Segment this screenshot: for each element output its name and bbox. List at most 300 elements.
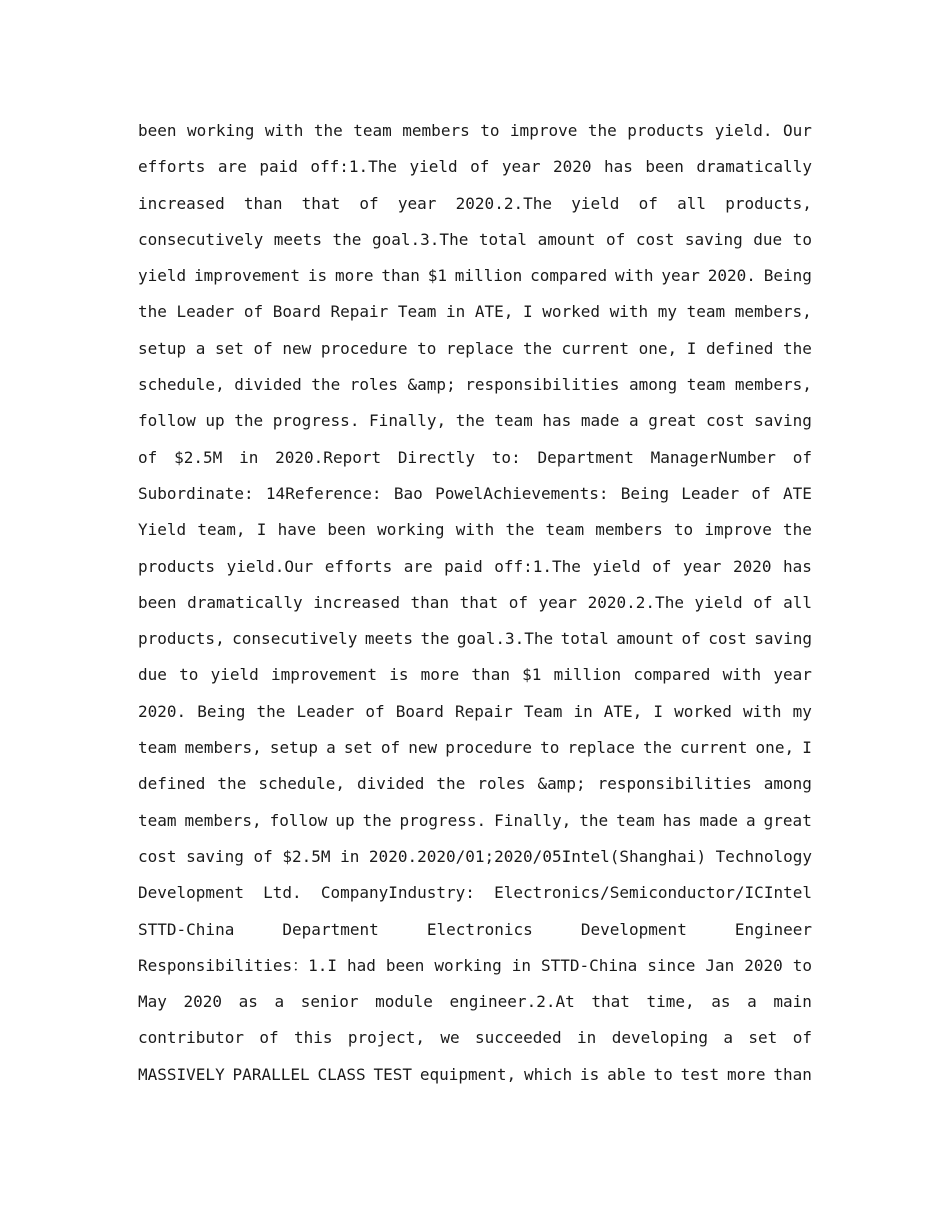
text-line: [138, 621, 812, 657]
text-word: yield.: [714, 121, 773, 140]
text-word: consecutively: [138, 229, 264, 249]
text-line: [138, 694, 812, 730]
body-text: [138, 113, 812, 1093]
text-word: I: [653, 701, 664, 721]
text-word: as: [711, 992, 731, 1012]
text-word: than: [773, 1064, 812, 1084]
text-word: 2020: [183, 992, 223, 1012]
text-word: this: [293, 1028, 333, 1048]
text-word: Department: [282, 919, 379, 939]
text-word: improvement: [194, 266, 300, 286]
text-word: of: [359, 193, 379, 213]
text-word: the: [332, 229, 362, 249]
text-line: [138, 331, 812, 367]
text-word: that: [591, 992, 630, 1012]
text-word: meets: [273, 229, 322, 249]
text-word: Development: [138, 883, 244, 903]
text-word: Board: [395, 701, 444, 721]
text-word: the: [782, 338, 812, 358]
text-word: than: [410, 592, 450, 612]
text-word: the: [217, 774, 247, 794]
text-word: the: [587, 121, 617, 140]
text-word: Team: [397, 302, 437, 322]
text-line: [138, 766, 812, 802]
text-word: to:: [491, 447, 521, 467]
text-word: 2020: [552, 157, 592, 177]
text-word: working: [377, 520, 445, 540]
text-line: [138, 730, 812, 766]
text-word: project,: [347, 1028, 425, 1048]
text-word: of: [253, 846, 273, 866]
text-word: the: [420, 629, 450, 649]
text-word: the: [579, 810, 609, 830]
text-word: succeeded: [474, 1028, 562, 1048]
text-line: [138, 367, 812, 403]
text-word: of: [253, 338, 273, 358]
text-word: has: [542, 411, 572, 431]
text-word: of: [792, 1028, 812, 1048]
text-word: total: [560, 629, 609, 649]
text-word: Board: [272, 302, 321, 322]
text-word: products,: [725, 193, 812, 213]
text-word: in: [239, 447, 259, 467]
text-word: &amp;: [407, 375, 456, 395]
text-word: &amp;: [537, 774, 586, 794]
text-word: equipment,: [419, 1064, 517, 1084]
text-word: of: [380, 738, 401, 758]
text-word: to: [792, 955, 812, 975]
text-word: Jan: [705, 955, 735, 975]
text-word: that: [459, 592, 499, 612]
text-word: developing: [611, 1028, 709, 1048]
text-word: Electronics/Semiconductor/ICIntel: [494, 883, 812, 903]
text-word: is: [389, 665, 409, 685]
text-word: all: [677, 193, 706, 213]
text-word: ManagerNumber: [650, 447, 776, 467]
text-word: the: [523, 338, 552, 358]
text-word: of: [365, 701, 385, 721]
text-line: [138, 912, 812, 948]
text-word: CLASS: [317, 1064, 366, 1084]
text-word: replace: [446, 338, 514, 358]
text-word: in: [340, 846, 360, 866]
text-word: of: [792, 447, 812, 467]
text-word: $2.5M: [174, 447, 223, 467]
text-word: goal.3.The: [372, 229, 469, 249]
text-word: with: [455, 520, 495, 540]
text-line: [138, 149, 812, 185]
text-word: Leader: [176, 302, 235, 322]
text-word: Subordinate:: [138, 483, 254, 503]
text-word: consecutively: [232, 629, 358, 649]
text-word: 2020.Report: [275, 447, 382, 467]
text-word: senior: [300, 992, 359, 1012]
text-word: a: [326, 738, 336, 758]
text-line: [138, 294, 812, 330]
text-word: Ltd.: [263, 883, 302, 903]
text-word: yield: [138, 266, 187, 286]
text-word: 2020.2020/01;2020/05Intel(Shanghai): [368, 846, 707, 866]
text-word: Finally,: [369, 411, 447, 431]
text-word: schedule,: [258, 774, 346, 794]
text-word: efforts: [138, 157, 206, 177]
text-word: roles: [477, 774, 526, 794]
text-word: increased: [313, 592, 400, 612]
text-word: in: [446, 302, 466, 322]
text-word: responsibilities: [597, 774, 752, 794]
text-word: members: [595, 520, 663, 540]
text-word: current: [561, 338, 629, 358]
text-word: products: [627, 121, 705, 140]
text-word: is: [307, 266, 328, 286]
text-word: members,: [184, 810, 262, 830]
text-word: one,: [638, 338, 678, 358]
text-word: to: [417, 338, 437, 358]
text-word: 2020.2.The: [455, 193, 552, 213]
text-word: Bao: [393, 483, 423, 503]
text-word: time,: [646, 992, 695, 1012]
text-word: saving: [684, 229, 743, 249]
text-word: of: [751, 483, 771, 503]
text-word: a: [723, 1028, 734, 1048]
text-word: Electronics: [426, 919, 533, 939]
text-word: with: [722, 665, 762, 685]
text-word: made: [580, 411, 620, 431]
text-word: working: [434, 955, 502, 975]
text-word: a: [746, 810, 756, 830]
text-word: set: [215, 338, 244, 358]
text-word: we: [440, 1028, 460, 1048]
text-word: goal.3.The: [456, 629, 554, 649]
text-word: defined: [705, 338, 774, 358]
text-word: the: [256, 701, 286, 721]
text-word: my: [657, 302, 678, 322]
text-word: MASSIVELY: [138, 1064, 225, 1084]
text-word: of: [753, 592, 773, 612]
text-line: [138, 258, 812, 294]
text-word: a: [628, 411, 639, 431]
text-word: year: [661, 266, 700, 286]
text-word: among: [763, 774, 812, 794]
text-word: due: [138, 665, 167, 685]
text-word: dramatically: [187, 592, 303, 612]
text-line: [138, 839, 812, 875]
text-word: in: [573, 701, 593, 721]
text-word: of: [605, 229, 626, 249]
text-word: Leader: [296, 701, 355, 721]
text-word: improvement: [271, 665, 377, 685]
text-word: PARALLEL: [232, 1064, 310, 1084]
text-word: year: [538, 592, 578, 612]
text-word: May: [138, 992, 167, 1012]
text-word: members: [402, 121, 470, 140]
text-word: a: [747, 992, 757, 1012]
text-word: with: [264, 121, 304, 140]
text-line: [138, 512, 812, 548]
text-word: amount: [616, 629, 675, 649]
text-word: Directly: [397, 447, 475, 467]
text-line: [138, 585, 812, 621]
text-line: [138, 984, 812, 1020]
text-word: $1: [522, 665, 542, 685]
text-word: of: [259, 1028, 279, 1048]
text-word: products,: [138, 629, 225, 649]
text-word: current: [680, 738, 748, 758]
text-word: ATE: [783, 483, 812, 503]
text-word: divided: [234, 375, 302, 395]
text-word: to: [480, 121, 500, 140]
text-word: my: [792, 701, 812, 721]
text-word: than: [243, 193, 283, 213]
text-word: paid: [444, 556, 483, 576]
text-word: progress.: [272, 411, 360, 431]
text-word: team: [545, 520, 585, 540]
text-word: improve: [509, 121, 578, 140]
text-word: yield: [409, 157, 458, 177]
text-word: cost: [635, 229, 675, 249]
text-word: has: [603, 157, 633, 177]
text-word: setup: [269, 738, 318, 758]
text-word: the: [138, 302, 167, 322]
text-word: paid: [259, 157, 298, 177]
text-word: of: [243, 302, 264, 322]
text-word: year: [501, 157, 541, 177]
text-word: improve: [704, 520, 772, 540]
text-word: main: [773, 992, 812, 1012]
text-word: been: [327, 520, 366, 540]
text-word: members,: [184, 738, 262, 758]
text-word: contributor: [138, 1028, 244, 1048]
text-word: meets: [364, 629, 414, 649]
text-word: up: [205, 411, 225, 431]
text-word: team: [494, 411, 533, 431]
text-word: of: [508, 592, 528, 612]
text-word: have: [277, 520, 317, 540]
text-word: ATE,: [603, 701, 643, 721]
text-word: saving: [754, 411, 812, 431]
text-word: is: [580, 1064, 600, 1084]
text-word: of: [470, 157, 490, 177]
text-word: year: [773, 665, 812, 685]
text-word: of: [638, 193, 658, 213]
text-word: million: [553, 665, 622, 685]
text-word: as: [238, 992, 258, 1012]
text-word: new: [408, 738, 438, 758]
text-word: 2020.2.The: [587, 592, 684, 612]
text-word: set: [343, 738, 373, 758]
text-word: off:1.The: [310, 157, 398, 177]
text-word: I: [523, 302, 533, 322]
text-word: test: [680, 1064, 720, 1084]
text-word: million: [454, 266, 523, 286]
text-word: with: [609, 302, 649, 322]
text-word: products: [138, 556, 216, 576]
text-word: due: [753, 229, 783, 249]
text-word: team: [686, 375, 726, 395]
text-word: off:1.The: [494, 556, 581, 576]
text-word: saving: [754, 629, 812, 649]
text-word: up: [335, 810, 355, 830]
text-word: of: [652, 556, 672, 576]
text-word: with: [742, 701, 782, 721]
text-word: $2.5M: [282, 846, 331, 866]
text-word: 2020.: [707, 266, 756, 286]
text-word: TEST: [373, 1064, 412, 1084]
text-word: a: [195, 338, 206, 358]
text-word: all: [783, 592, 812, 612]
text-line: [138, 186, 812, 222]
text-word: the: [362, 810, 392, 830]
text-word: been: [645, 157, 684, 177]
text-line: [138, 948, 812, 984]
text-word: the: [234, 411, 264, 431]
text-word: Leader: [681, 483, 740, 503]
text-word: I: [256, 520, 267, 540]
text-word: STTD-China: [540, 955, 638, 975]
text-word: members,: [734, 302, 812, 322]
text-line: [138, 222, 812, 258]
text-word: cost: [705, 411, 745, 431]
text-word: to: [540, 738, 560, 758]
text-word: able: [607, 1064, 646, 1084]
text-word: the: [436, 774, 466, 794]
text-word: ATE,: [474, 302, 514, 322]
text-word: Being: [620, 483, 669, 503]
text-word: $1: [427, 266, 447, 286]
text-word: follow: [138, 411, 196, 431]
text-word: Yield: [138, 520, 187, 540]
text-word: the: [311, 375, 341, 395]
text-word: roles: [349, 375, 398, 395]
text-word: the: [783, 520, 812, 540]
text-word: 2020: [732, 556, 772, 576]
text-word: defined: [138, 774, 206, 794]
text-line: [138, 1057, 812, 1093]
text-word: great: [648, 411, 697, 431]
text-word: the: [642, 738, 672, 758]
text-word: module: [375, 992, 433, 1012]
text-line: [138, 657, 812, 693]
text-word: team: [353, 121, 392, 140]
text-word: 14Reference:: [265, 483, 382, 503]
text-word: Technology: [715, 846, 812, 866]
text-word: the: [455, 411, 485, 431]
text-word: more: [420, 665, 460, 685]
text-word: are: [217, 157, 247, 177]
text-word: Repair: [454, 701, 513, 721]
text-word: yield: [571, 193, 620, 213]
text-word: to: [792, 229, 812, 249]
text-line: [138, 476, 812, 512]
text-word: Responsibilities：1.I: [138, 955, 338, 975]
text-word: total: [478, 229, 528, 249]
text-word: yield.Our: [226, 556, 314, 576]
text-line: [138, 440, 812, 476]
text-word: yield: [694, 592, 743, 612]
text-word: one,: [755, 738, 795, 758]
text-word: engineer.2.At: [449, 992, 575, 1012]
text-word: than: [471, 665, 510, 685]
text-word: been: [138, 592, 177, 612]
text-word: more: [334, 266, 374, 286]
text-word: to: [653, 1064, 673, 1084]
text-line: [138, 403, 812, 439]
text-word: saving: [186, 846, 244, 866]
text-line: [138, 803, 812, 839]
text-line: [138, 549, 812, 585]
text-word: compared: [530, 266, 608, 286]
text-word: great: [763, 810, 812, 830]
text-word: more: [727, 1064, 766, 1084]
text-word: are: [403, 556, 433, 576]
text-word: Being: [197, 701, 246, 721]
text-word: compared: [633, 665, 711, 685]
text-line: [138, 113, 812, 149]
text-word: that: [301, 193, 341, 213]
text-word: yield: [210, 665, 259, 685]
text-word: in: [511, 955, 531, 975]
text-word: a: [274, 992, 285, 1012]
text-word: since: [647, 955, 696, 975]
text-word: amount: [537, 229, 596, 249]
text-word: progress.: [399, 810, 487, 830]
text-word: new: [282, 338, 312, 358]
text-word: efforts: [324, 556, 393, 576]
text-word: 2020: [744, 955, 783, 975]
text-word: working: [187, 121, 255, 140]
text-word: team: [616, 810, 655, 830]
text-word: which: [524, 1064, 573, 1084]
text-word: Team: [523, 701, 563, 721]
text-word: Our: [783, 121, 812, 140]
text-word: setup: [138, 338, 187, 358]
text-word: Repair: [330, 302, 389, 322]
text-word: team: [138, 810, 177, 830]
text-word: Department: [537, 447, 634, 467]
text-word: CompanyIndustry:: [320, 883, 475, 903]
text-word: team: [138, 738, 177, 758]
text-word: with: [614, 266, 654, 286]
text-word: to: [179, 665, 199, 685]
text-word: members,: [734, 375, 812, 395]
text-word: than: [381, 266, 420, 286]
text-word: the: [313, 121, 343, 140]
text-word: I: [802, 738, 812, 758]
text-word: dramatically: [696, 157, 812, 177]
text-word: 2020.: [138, 701, 187, 721]
text-word: the: [505, 520, 535, 540]
text-word: replace: [567, 738, 635, 758]
text-word: made: [699, 810, 739, 830]
text-word: to: [673, 520, 694, 540]
text-word: schedule,: [138, 375, 225, 395]
text-word: of: [681, 629, 701, 649]
text-word: of: [138, 447, 158, 467]
text-word: STTD-China: [138, 919, 235, 939]
text-word: set: [748, 1028, 778, 1048]
text-word: been: [385, 955, 425, 975]
text-word: team,: [197, 520, 246, 540]
text-word: worked: [542, 302, 601, 322]
text-word: procedure: [445, 738, 532, 758]
text-line: [138, 875, 812, 911]
text-word: procedure: [320, 338, 408, 358]
text-word: Being: [763, 266, 812, 286]
text-word: Finally,: [494, 810, 572, 830]
text-line: [138, 1020, 812, 1056]
text-word: cost: [138, 846, 177, 866]
text-word: Development: [580, 919, 687, 939]
